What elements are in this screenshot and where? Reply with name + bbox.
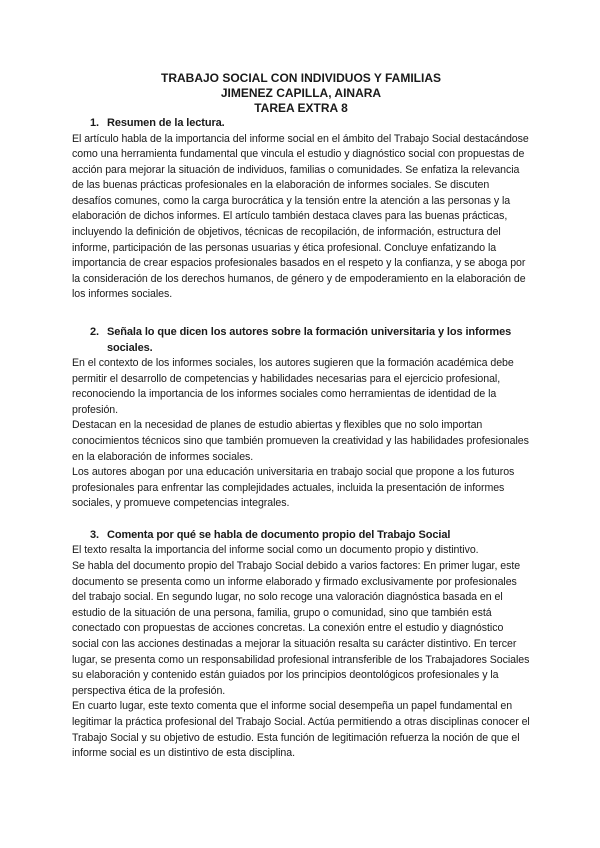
section-3 <box>72 528 530 762</box>
paragraph: Los autores abogan por una educación universitaria en trabajo social que propone a los futuros profesionales para enfrentar las complejidades actuales, incluida la presentación de informes sociales, y promueve competencias integrales. <box>72 466 515 510</box>
paragraph: Destacan en la necesidad de planes de estudio abiertas y flexibles que no solo importan conocimientos técnicos sino que también promueven la creatividad y las habilidades profesionales en la elaboración de informes sociales. <box>72 419 529 463</box>
section-heading <box>72 528 530 544</box>
section-title: Comenta por qué se habla de documento propio del Trabajo Social <box>107 528 451 541</box>
document-header <box>72 71 530 116</box>
section-number: 1. <box>90 117 99 129</box>
paragraph: El texto resalta la importancia del informe social como un documento propio y distintivo. <box>72 544 479 557</box>
paragraph: En el contexto de los informes sociales, los autores sugieren que la formación académica debe permitir el desarrollo de competencias y habilidades necesarias para el ejercicio profesional, reconociendo la importancia de los informes sociales como herramientas de identidad de la profesión. <box>72 357 514 416</box>
assignment-title: TAREA EXTRA 8 <box>254 101 348 115</box>
section-title: Señala lo que dicen los autores sobre la formación universitaria y los informes sociales. <box>107 326 512 354</box>
student-name: JIMENEZ CAPILLA, AINARA <box>220 86 382 100</box>
section-heading <box>72 325 530 356</box>
section-1 <box>72 116 530 303</box>
section-heading <box>72 116 530 132</box>
paragraph: En cuarto lugar, este texto comenta que el informe social desempeña un papel fundamental en legitimar la práctica profesional del Trabajo Social. Actúa permitiendo a otras disciplinas conocer el Trabajo Social y su objetivo de estudio. Esta función de legitimación refuerza la noción de que el informe social es un distintivo de esta disciplina. <box>72 700 530 760</box>
document-page <box>72 71 530 762</box>
section-title: Resumen de la lectura. <box>107 117 225 129</box>
section-number: 3. <box>90 528 99 541</box>
section-2 <box>72 325 530 512</box>
section-number: 2. <box>90 326 99 339</box>
paragraph: El artículo habla de la importancia del informe social en el ámbito del Trabajo Social destacándose como una herramienta fundamental que vincula el estudio y diagnóstico social con propuestas de acción para mejorar la situación de individuos, familias o comunidades. Se enfatiza la relevancia de las buenas prácticas profesionales en la elaboración de informes sociales. Se discuten desafíos comunes, como la carga burocrática y la tensión entre la atención a las personas y la elaboración de dichos informes. El artículo también destaca claves para las buenas prácticas, incluyendo la definición de objetivos, técnicas de recopilación, de información, estructura del informe, participación de las personas usuarias y ética profesional. Concluye enfatizando la importancia de crear espacios profesionales basados en el respeto y la confianza, y se aboga por la consideración de los derechos humanos, de género y de empoderamiento en la elaboración de los informes sociales. <box>72 132 529 301</box>
paragraph: Se habla del documento propio del Trabajo Social debido a varios factores: En primer lugar, este documento se presenta como un informe elaborado y firmado exclusivamente por profesionales del trabajo social. En segundo lugar, no solo recoge una valoración diagnóstica basada en el estudio de la situación de una persona, familia, grupo o comunidad, sino que también está conectado con propuestas de acciones concretas. La conexión entre el estudio y diagnóstico social con las acciones destinadas a mejorar la situación resalta su carácter distintivo. En tercer lugar, se presenta como un responsabilidad profesional intransferible de los Trabajadores Sociales su elaboración y contenido están guiados por los principios deontológicos profesionales y la perspectiva ética de la profesión. <box>72 560 530 697</box>
course-title: TRABAJO SOCIAL CON INDIVIDUOS Y FAMILIAS <box>160 71 442 85</box>
